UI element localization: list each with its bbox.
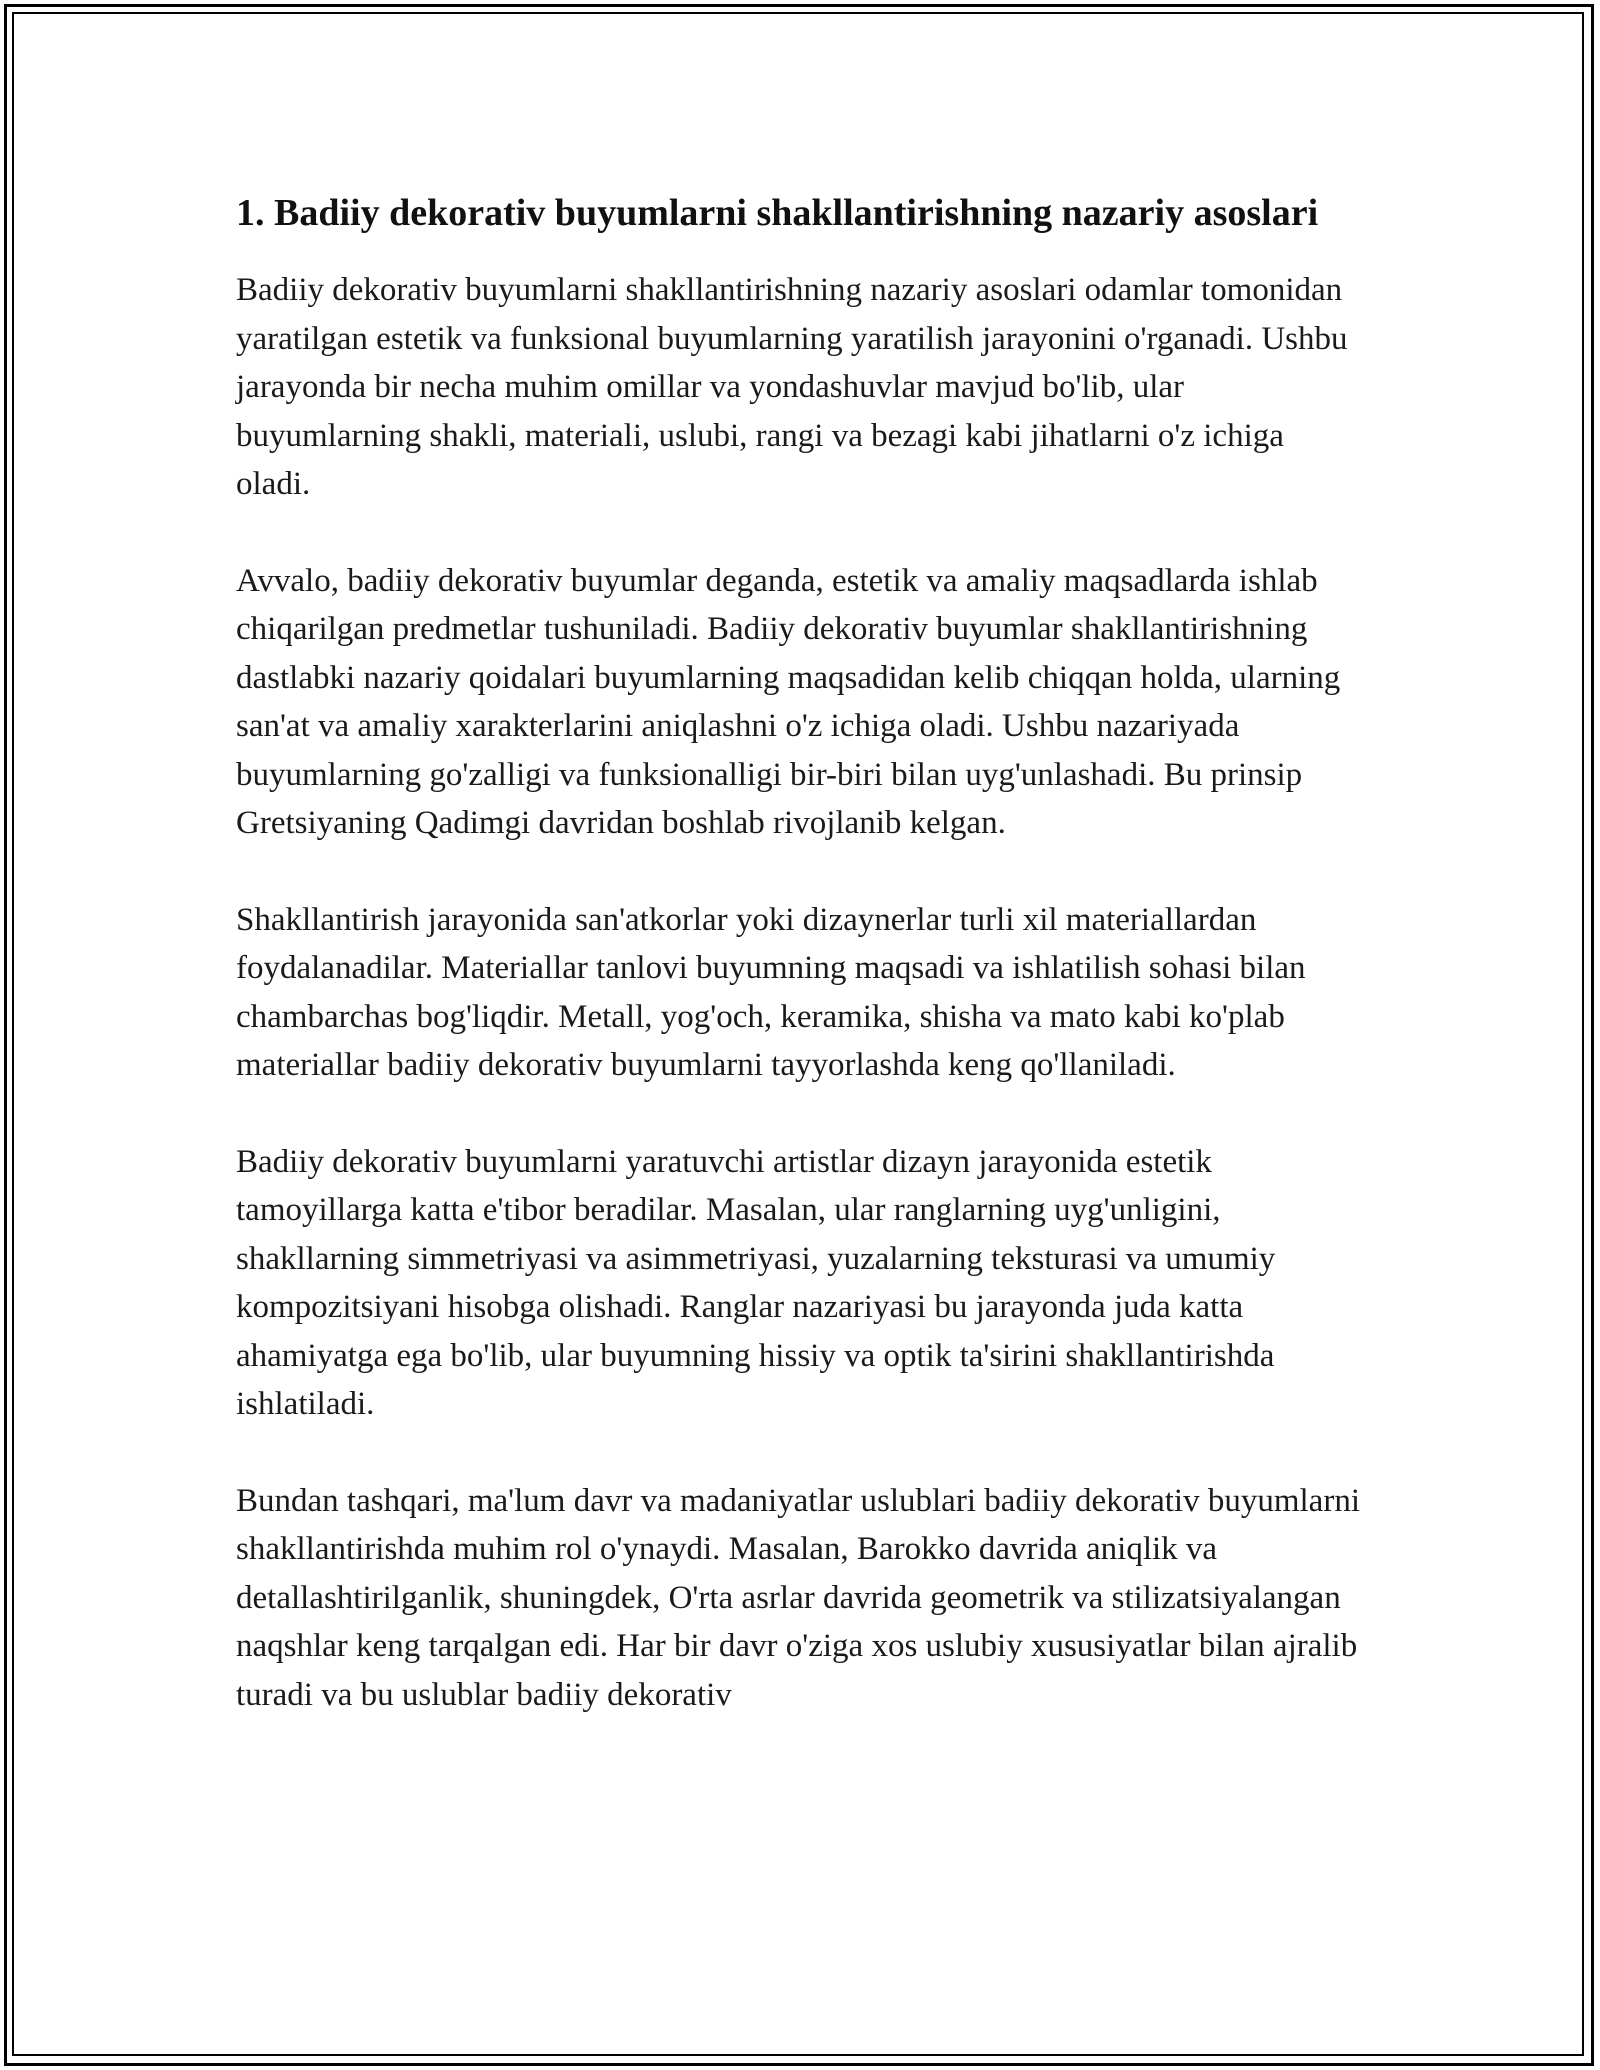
- paragraph-1: Badiiy dekorativ buyumlarni shakllantirishning nazariy asoslari odamlar tomonidan yaratilgan estetik va funksional buyumlarning yaratilish jarayonini o'rganadi. Ushbu jarayonda bir necha muhim omillar va yondashuvlar mavjud bo'lib, ular buyumlarning shakli, materiali, uslubi, rangi va bezagi kabi jihatlarni o'z ichiga oladi.: [236, 272, 1348, 502]
- section-title: 1. Badiiy dekorativ buyumlarni shakllantirishning nazariy asoslari: [236, 192, 1319, 234]
- paragraph-3: Shakllantirish jarayonida san'atkorlar yoki dizaynerlar turli xil materiallardan foydalanadilar. Materiallar tanlovi buyumning maqsadi va ishlatilish sohasi bilan chambarchas bog'liqdir. Metall, yog'och, keramika, shisha va mato kabi ko'plab materiallar badiiy dekorativ buyumlarni tayyorlashda keng qo'llaniladi.: [236, 901, 1306, 1083]
- paragraph-2: Avvalo, badiiy dekorativ buyumlar deganda, estetik va amaliy maqsadlarda ishlab chiqarilgan predmetlar tushuniladi. Badiiy dekorativ buyumlar shakllantirishning dastlabki nazariy qoidalari buyumlarning maqsadidan kelib chiqqan holda, ularning san'at va amaliy xarakterlarini aniqlashni o'z ichiga oladi. Ushbu nazariyada buyumlarning go'zalligi va funksionalligi bir-biri bilan uyg'unlashadi. Bu prinsip Gretsiyaning Qadimgi davridan boshlab rivojlanib kelgan.: [236, 562, 1341, 841]
- page-content: [236, 186, 1366, 1767]
- paragraph-5: Bundan tashqari, ma'lum davr va madaniyatlar uslublari badiiy dekorativ buyumlarni shakllantirishda muhim rol o'ynaydi. Masalan, Barokko davrida aniqlik va detallashtirilganlik, shuningdek, O'rta asrlar davrida geometrik va stilizatsiyalangan naqshlar keng tarqalgan edi. Har bir davr o'ziga xos uslubiy xususiyatlar bilan ajralib turadi va bu uslublar badiiy dekorativ: [236, 1482, 1360, 1713]
- paragraph-4: Badiiy dekorativ buyumlarni yaratuvchi artistlar dizayn jarayonida estetik tamoyillarga katta e'tibor beradilar. Masalan, ular ranglarning uyg'unligini, shakllarning simmetriyasi va asimmetriyasi, yuzalarning teksturasi va umumiy kompozitsiyani hisobga olishadi. Ranglar nazariyasi bu jarayonda juda katta ahamiyatga ega bo'lib, ular buyumning hissiy va optik ta'sirini shakllantirishda ishlatiladi.: [236, 1143, 1276, 1422]
